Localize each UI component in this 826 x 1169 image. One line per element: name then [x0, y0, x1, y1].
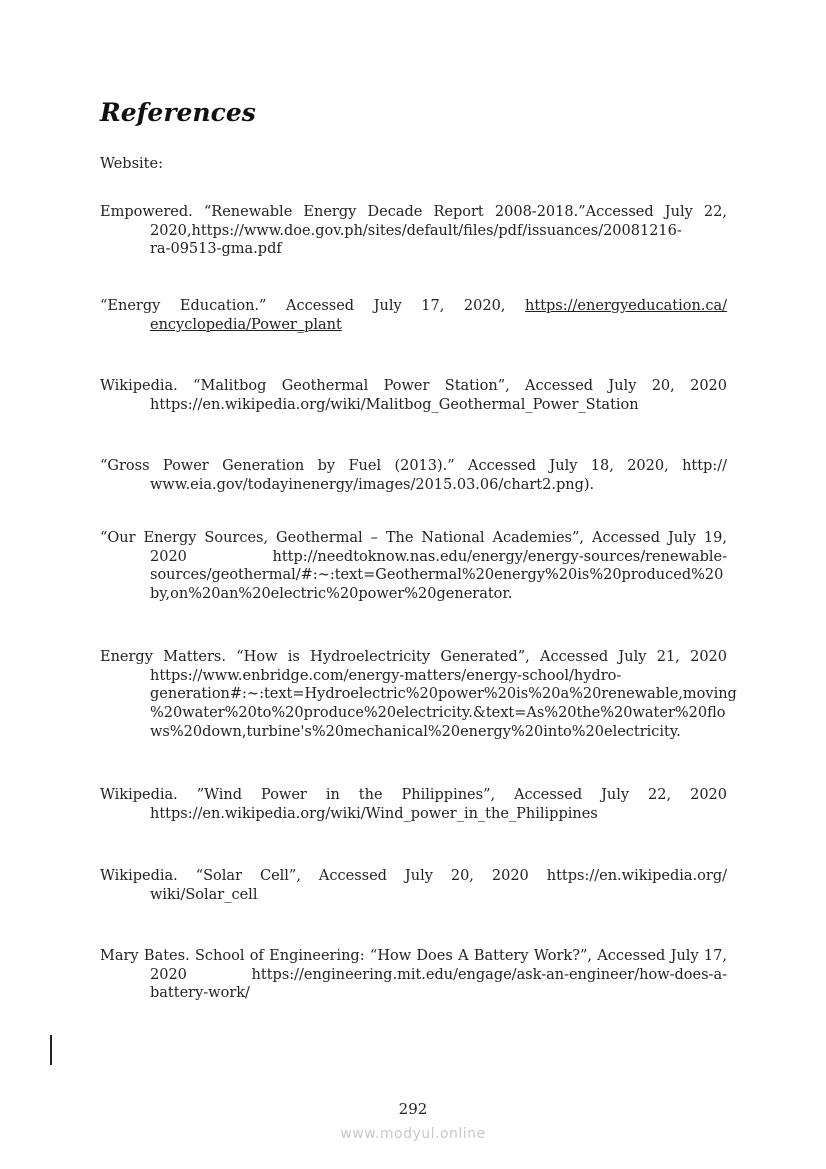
- page-title: References: [100, 98, 256, 127]
- reference-line: ws%20down,turbine's%20mechanical%20energy%20into%20electricity.: [150, 723, 681, 740]
- reference-line: %20water%20to%20produce%20electricity.&text=As%20the%20water%20flo: [150, 705, 726, 722]
- reference-line: “Our Energy Sources, Geothermal – The National Academies”, Accessed July 19,: [100, 530, 727, 546]
- reference-entry: [100, 947, 727, 1003]
- reference-entry: [100, 297, 727, 334]
- reference-line: by,on%20an%20electric%20power%20generator.: [150, 586, 513, 603]
- reference-entry: [100, 203, 727, 259]
- section-label: Website:: [100, 156, 163, 172]
- reference-entry: [100, 529, 727, 604]
- watermark: www.modyul.online: [340, 1126, 486, 1142]
- reference-line: Wikipedia. “Solar Cell”, Accessed July 20, 2020 https://en.wikipedia.org/: [100, 868, 727, 884]
- reference-line: Wikipedia. ”Wind Power in the Philippines”, Accessed July 22, 2020: [100, 787, 727, 803]
- reference-entry: [100, 867, 727, 904]
- reference-line: Mary Bates. School of Engineering: “How Does A Battery Work?”, Accessed July 17,: [100, 948, 727, 964]
- reference-line: 2020 http://needtoknow.nas.edu/energy/energy-sources/renewable-: [150, 548, 727, 565]
- reference-line: Wikipedia. “Malitbog Geothermal Power Station”, Accessed July 20, 2020: [100, 378, 727, 394]
- reference-line: Energy Matters. “How is Hydroelectricity Generated”, Accessed July 21, 2020: [100, 649, 727, 665]
- reference-line: 2020,https://www.doe.gov.ph/sites/default/files/pdf/issuances/20081216-: [150, 222, 682, 239]
- reference-line: generation#:~:text=Hydroelectric%20power%20is%20a%20renewable,moving: [150, 686, 737, 703]
- reference-line: [150, 316, 727, 335]
- reference-entry: [100, 377, 727, 414]
- reference-line: sources/geothermal/#:~:text=Geothermal%20energy%20is%20produced%20: [150, 567, 724, 584]
- reference-line: https://www.enbridge.com/energy-matters/energy-school/hydro-: [150, 667, 622, 684]
- reference-entry: [100, 648, 737, 742]
- reference-link[interactable]: https://energyeducation.ca/: [525, 298, 728, 314]
- reference-line: www.eia.gov/todayinenergy/images/2015.03.06/chart2.png).: [150, 476, 595, 493]
- reference-link[interactable]: encyclopedia/Power_plant: [150, 316, 342, 333]
- reference-line: https://en.wikipedia.org/wiki/Malitbog_Geothermal_Power_Station: [150, 396, 639, 413]
- reference-line: Empowered. “Renewable Energy Decade Report 2008-2018.”Accessed July 22,: [100, 204, 727, 220]
- reference-line: battery-work/: [150, 985, 250, 1002]
- reference-line: 2020 https://engineering.mit.edu/engage/ask-an-engineer/how-does-a-: [150, 966, 727, 983]
- margin-bar: [50, 1035, 52, 1065]
- reference-line: https://en.wikipedia.org/wiki/Wind_power_in_the_Philippines: [150, 805, 598, 822]
- reference-line: “Gross Power Generation by Fuel (2013).” Accessed July 18, 2020, http://: [100, 458, 727, 474]
- reference-line: “Energy Education.” Accessed July 17, 2020, https://energyeducation.ca/: [100, 298, 728, 314]
- reference-line: ra-09513-gma.pdf: [150, 241, 282, 258]
- reference-entry: [100, 786, 727, 823]
- page-number: 292: [398, 1100, 428, 1118]
- reference-line: wiki/Solar_cell: [150, 886, 258, 903]
- reference-entry: [100, 457, 727, 494]
